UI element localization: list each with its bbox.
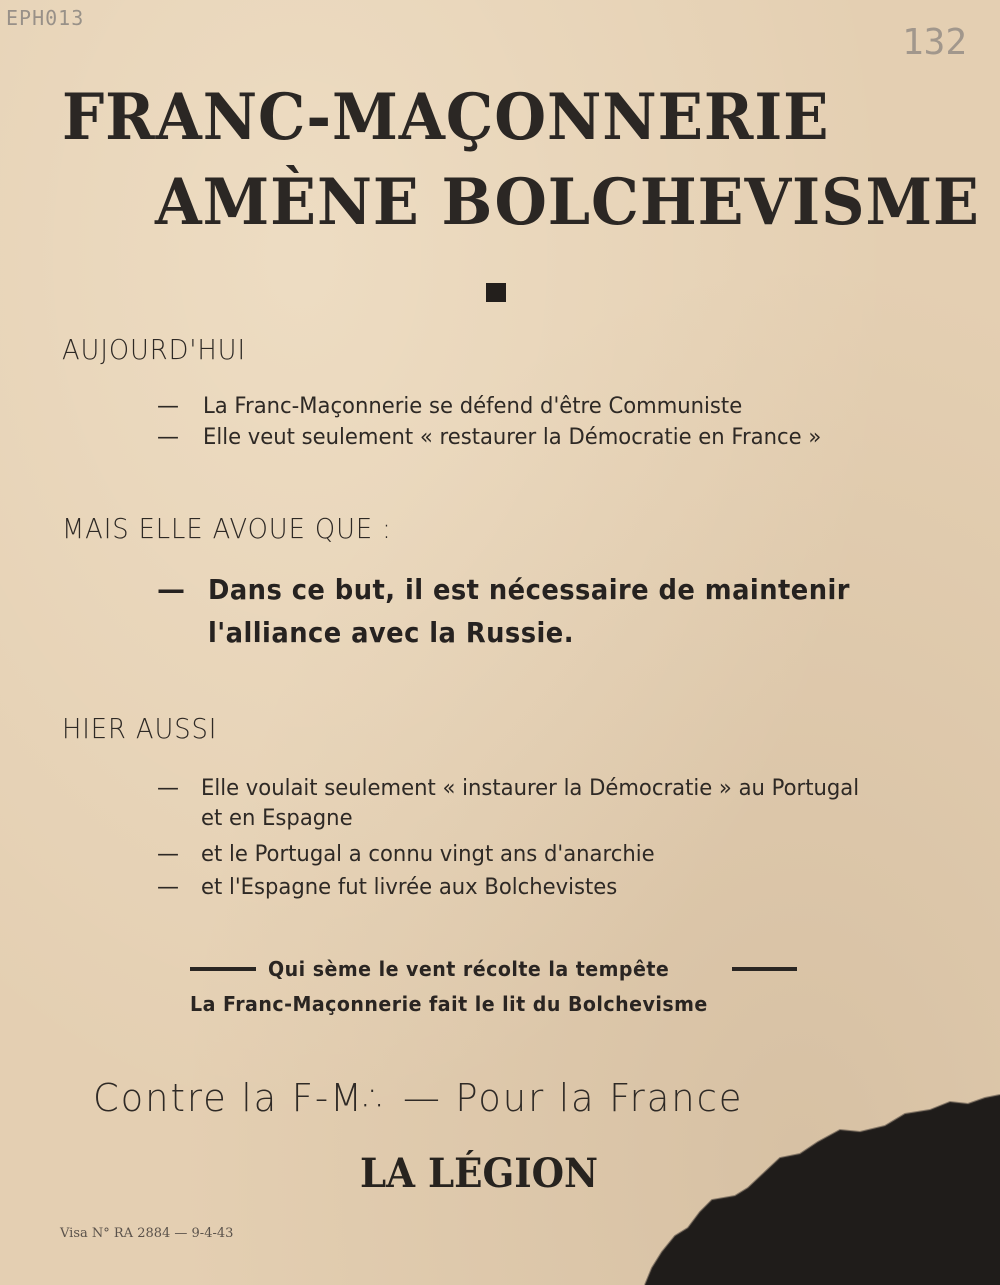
but-statement-line2: l'alliance avec la Russie. bbox=[208, 616, 574, 649]
section-heading-today: AUJOURD'HUI bbox=[62, 333, 246, 366]
section-heading-but: MAIS ELLE AVOUE QUE : bbox=[62, 512, 392, 545]
visa-number: Visa N° RA 2884 — 9-4-43 bbox=[60, 1226, 234, 1241]
footer-motto: Contre la F-M∴ — Pour la France bbox=[93, 1076, 744, 1120]
dash-icon: — bbox=[157, 425, 179, 450]
dash-icon: — bbox=[157, 573, 185, 606]
dash-icon: — bbox=[157, 776, 179, 801]
dash-icon: — bbox=[157, 875, 179, 900]
but-statement-line1: Dans ce but, il est nécessaire de maintenir bbox=[208, 573, 850, 606]
dash-icon: — bbox=[157, 394, 179, 419]
today-item-2: Elle veut seulement « restaurer la Démocratie en France » bbox=[203, 425, 822, 450]
slogan-line2: La Franc-Maçonnerie fait le lit du Bolchevisme bbox=[190, 992, 708, 1016]
dash-icon: — bbox=[157, 842, 179, 867]
yesterday-item-2: et le Portugal a connu vingt ans d'anarchie bbox=[201, 842, 655, 867]
footer-signature: LA LÉGION bbox=[360, 1150, 599, 1197]
poster-title-line1: FRANC-MAÇONNERIE bbox=[62, 80, 830, 155]
yesterday-item-1: Elle voulait seulement « instaurer la Démocratie » au Portugal bbox=[201, 776, 860, 801]
yesterday-item-1-cont: et en Espagne bbox=[201, 806, 353, 831]
archive-code: EPH013 bbox=[6, 6, 85, 30]
today-item-1: La Franc-Maçonnerie se défend d'être Communiste bbox=[203, 394, 743, 419]
poster-title-line2: AMÈNE BOLCHEVISME bbox=[155, 165, 980, 240]
yesterday-item-3: et l'Espagne fut livrée aux Bolchevistes bbox=[201, 875, 618, 900]
section-heading-yesterday: HIER AUSSI bbox=[62, 712, 218, 745]
slogan-line1: Qui sème le vent récolte la tempête bbox=[268, 957, 670, 981]
archive-number: 132 bbox=[902, 22, 968, 63]
